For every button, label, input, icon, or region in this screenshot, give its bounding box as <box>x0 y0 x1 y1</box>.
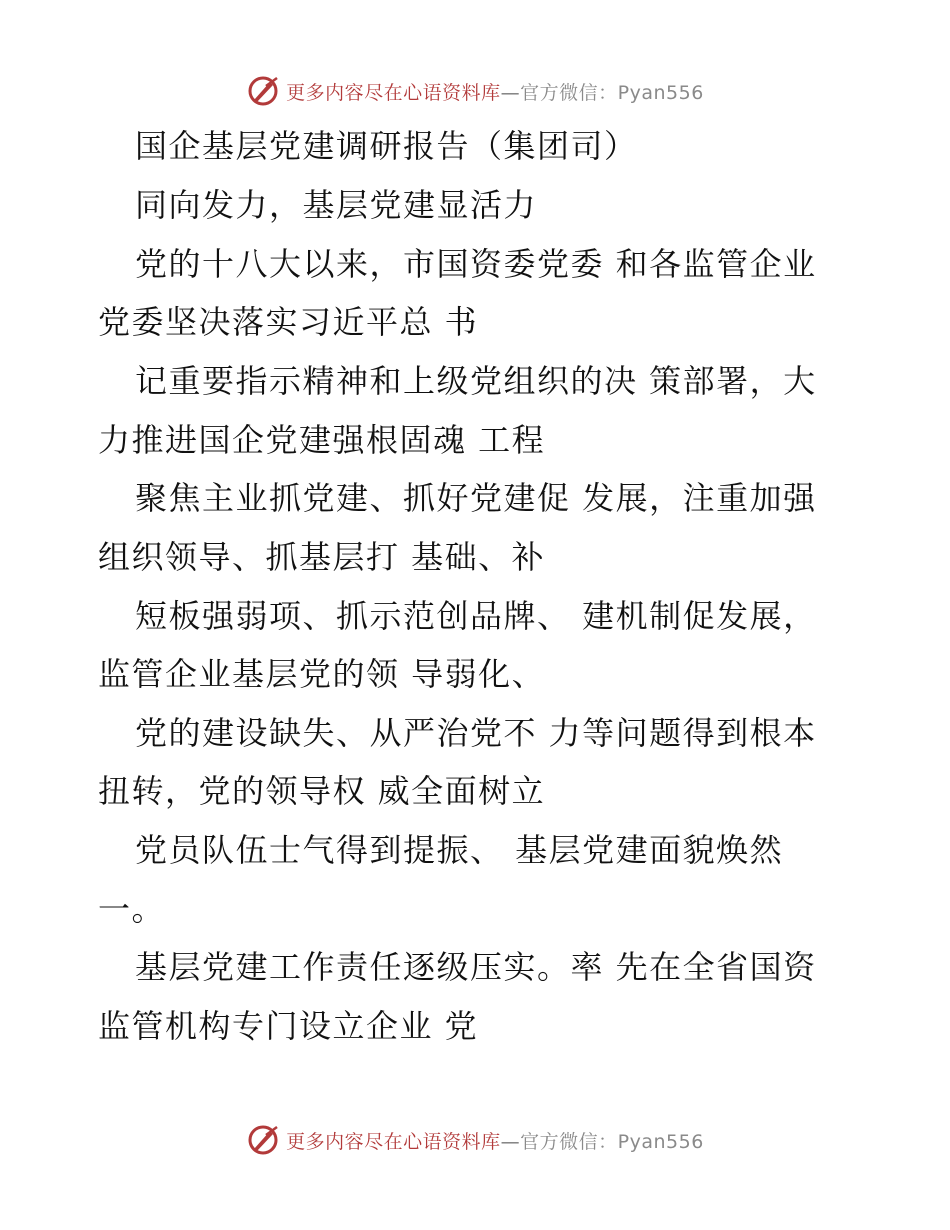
paragraph-line: 党员队伍士气得到提振、 基层党建面貌焕然 <box>135 831 784 869</box>
paragraph-line: 短板强弱项、抓示范创品牌、 建机制促发展， <box>135 597 817 635</box>
document-subtitle: 同向发力，基层党建显活力 <box>135 186 538 224</box>
paragraph-line: 党的建设缺失、从严治党不 力等问题得到根本 <box>135 714 817 752</box>
watermark-wechat: 官方微信：Pyan556 <box>520 81 704 104</box>
paragraph-line: 党的十八大以来，市国资委党委 和各监管企业 <box>135 245 817 283</box>
paragraph-line: 组织领导、抓基层打 基础、补 <box>98 538 546 576</box>
paragraph-line: 基层党建工作责任逐级压实。率 先在全省国资 <box>135 948 817 986</box>
watermark-group <box>246 1123 704 1157</box>
footer-watermark-banner <box>0 1120 950 1160</box>
watermark-dash: — <box>500 1130 521 1153</box>
header-watermark-banner <box>0 71 950 111</box>
paragraph-line: 监管机构专门设立企业 党 <box>98 1007 479 1045</box>
paragraph-line: 监管企业基层党的领 导弱化、 <box>98 655 546 693</box>
watermark-text <box>286 1127 704 1154</box>
paragraph-line: 一。 <box>98 890 166 928</box>
watermark-text <box>286 78 704 105</box>
document-title: 国企基层党建调研报告（集团司） <box>135 127 638 165</box>
feather-pen-logo-icon <box>246 74 280 108</box>
watermark-dash: — <box>500 81 521 104</box>
paragraph-line: 力推进国企党建强根固魂 工程 <box>98 421 546 459</box>
watermark-primary: 更多内容尽在心语资料库 <box>286 81 501 104</box>
feather-pen-logo-icon <box>246 1123 280 1157</box>
watermark-primary: 更多内容尽在心语资料库 <box>286 1130 501 1153</box>
watermark-group <box>246 74 704 108</box>
paragraph-line: 记重要指示精神和上级党组织的决 策部署，大 <box>135 362 817 400</box>
paragraph-line: 聚焦主业抓党建、抓好党建促 发展，注重加强 <box>135 479 817 517</box>
watermark-wechat: 官方微信：Pyan556 <box>520 1130 704 1153</box>
paragraph-line: 扭转，党的领导权 威全面树立 <box>98 772 546 810</box>
paragraph-line: 党委坚决落实习近平总 书 <box>98 303 479 341</box>
